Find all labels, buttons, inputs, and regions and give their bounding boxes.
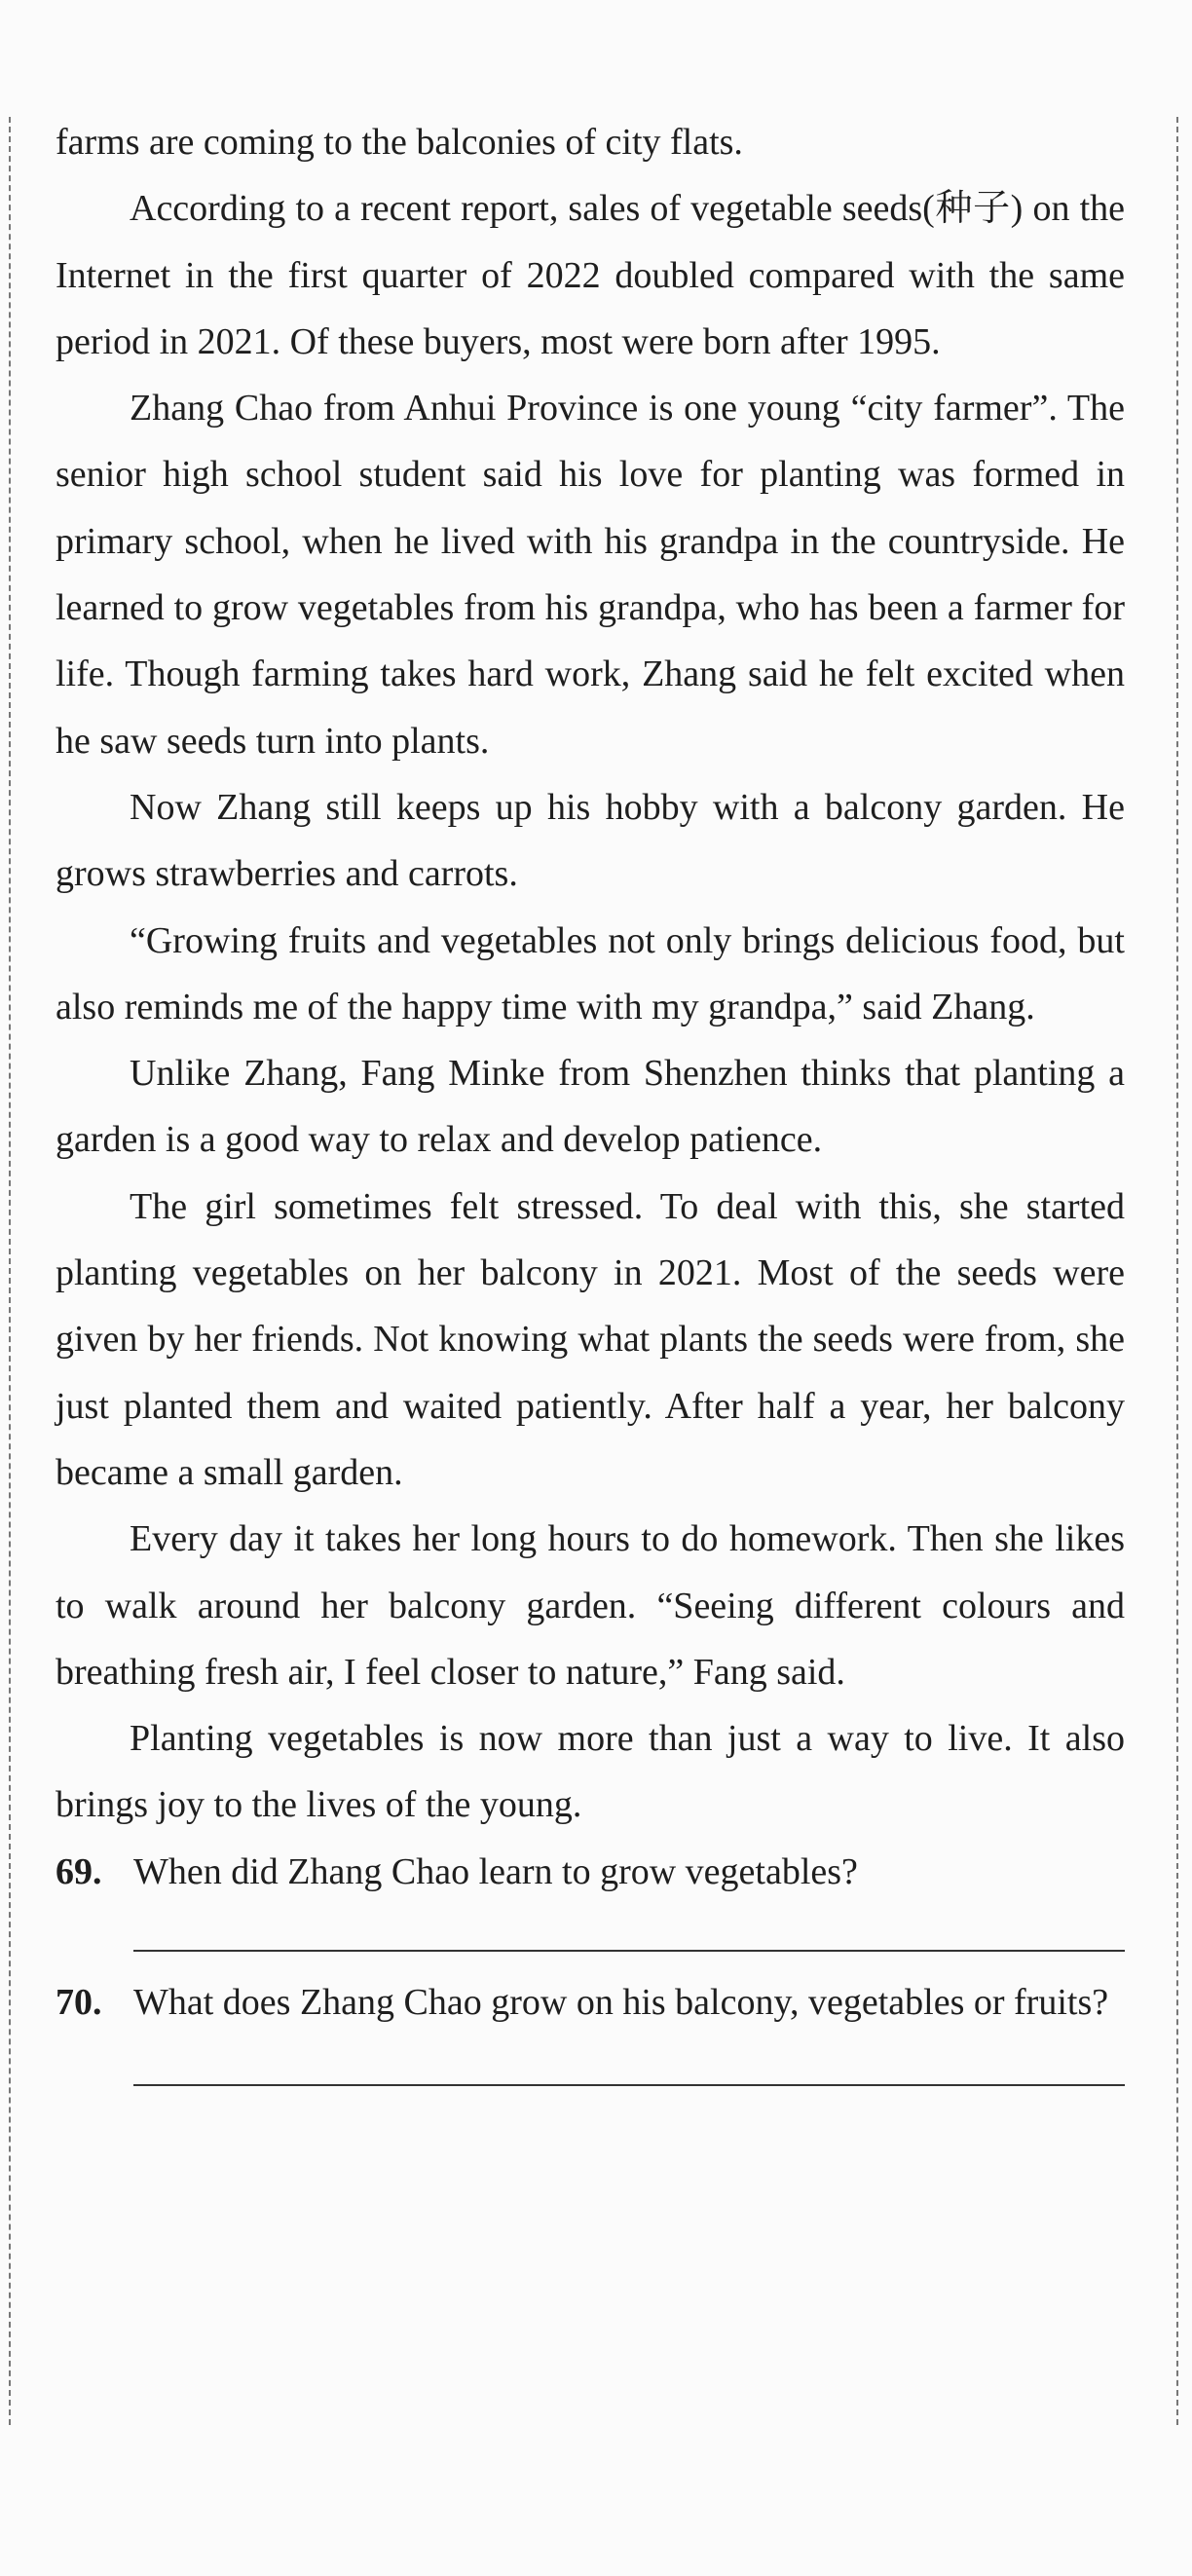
passage-paragraph-0: farms are coming to the balconies of city flats. xyxy=(56,122,743,163)
question-70 xyxy=(56,1969,1125,2035)
passage-paragraph-8: Planting vegetables is now more than just a way to live. It also brings joy to the lives of the young. xyxy=(56,1718,1125,1826)
question-69-number: 69. xyxy=(56,1850,102,1892)
reading-passage xyxy=(56,109,1125,2086)
question-69-text: When did Zhang Chao learn to grow vegetables? xyxy=(133,1850,858,1892)
question-70-answer-line[interactable] xyxy=(133,2035,1125,2086)
passage-paragraph-6: The girl sometimes felt stressed. To deal with this, she started planting vegetables on her balcony in 2021. Most of the seeds were given by her friends. Not knowing what plants the seeds were from, she just planted them and waited patiently. After half a year, her balcony became a small garden. xyxy=(56,1185,1125,1493)
passage-paragraph-1: According to a recent report, sales of vegetable seeds(种子) on the Internet in the first quarter of 2022 doubled compared with the same period in 2021. Of these buyers, most were born after 1995. xyxy=(56,188,1125,362)
passage-paragraph-2: Zhang Chao from Anhui Province is one young “city farmer”. The senior high school student said his love for planting was formed in primary school, when he lived with his grandpa in the countryside. He learned to grow vegetables from his grandpa, who has been a farmer for life. Though farming takes hard work, Zhang said he felt excited when he saw seeds turn into plants. xyxy=(56,388,1125,762)
passage-paragraph-7: Every day it takes her long hours to do homework. Then she likes to walk around her balcony garden. “Seeing different colours and breathing fresh air, I feel closer to nature,” Fang said. xyxy=(56,1518,1125,1693)
left-cut-line xyxy=(9,117,11,2425)
passage-paragraph-4: “Growing fruits and vegetables not only brings delicious food, but also reminds me of the happy time with my grandpa,” said Zhang. xyxy=(56,919,1125,1027)
passage-paragraph-3: Now Zhang still keeps up his hobby with a balcony garden. He grows strawberries and carrots. xyxy=(56,786,1125,895)
passage-paragraph-5: Unlike Zhang, Fang Minke from Shenzhen thinks that planting a garden is a good way to relax and develop patience. xyxy=(56,1053,1125,1161)
right-cut-line xyxy=(1176,117,1178,2425)
question-70-text: What does Zhang Chao grow on his balcony, vegetables or fruits? xyxy=(133,1982,1109,2024)
question-69-answer-line[interactable] xyxy=(133,1905,1125,1952)
question-69 xyxy=(56,1839,1125,1905)
question-70-number: 70. xyxy=(56,1982,102,2024)
